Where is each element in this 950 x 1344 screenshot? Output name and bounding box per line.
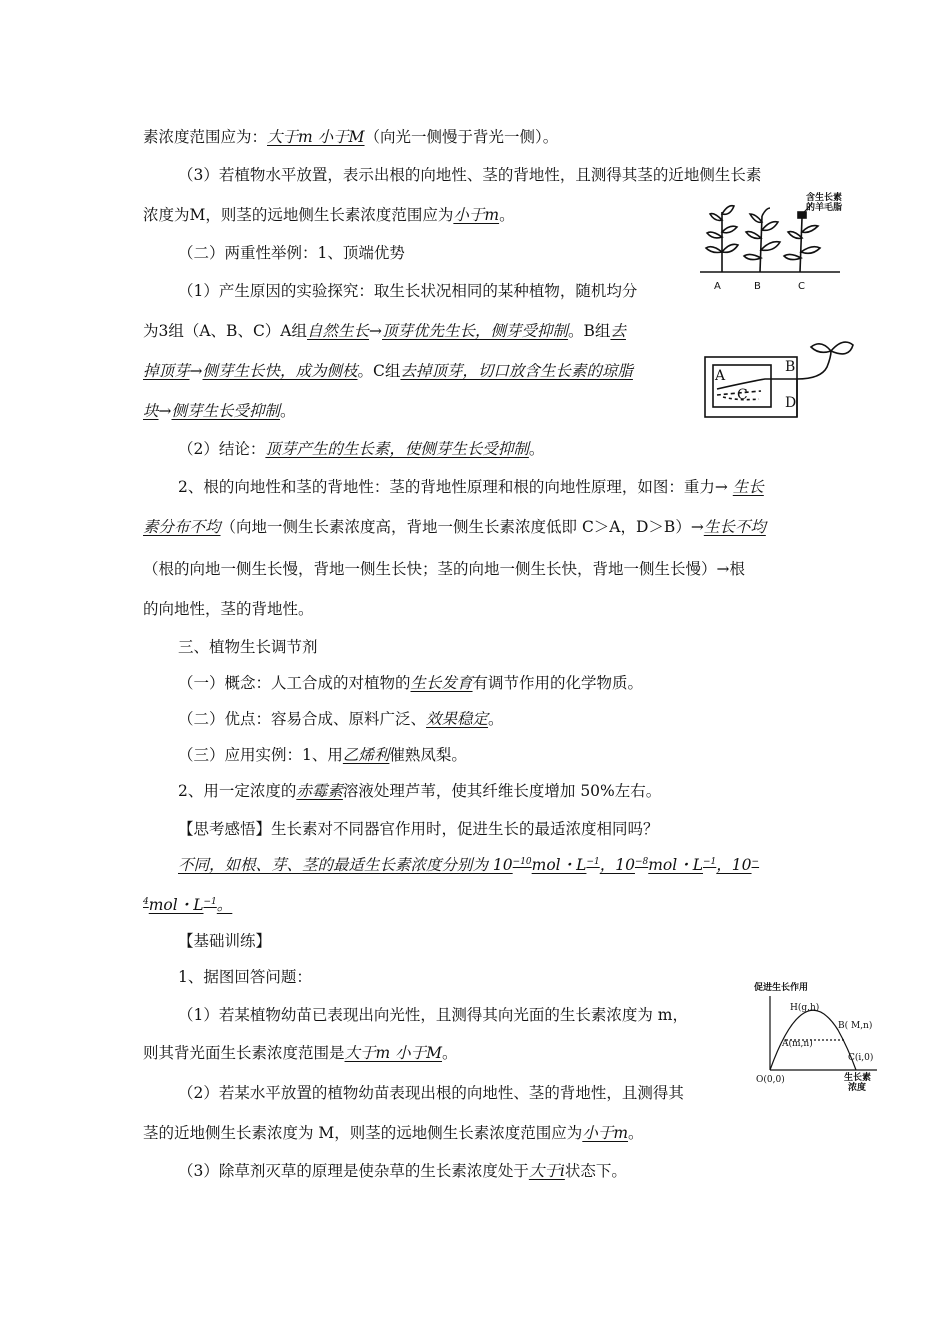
text: （3）若植物水平放置，表示出根的向地性、茎的背地性，且测得其茎的近地侧生长素 <box>178 166 762 184</box>
text: （一）概念：人工合成的对植物的 <box>178 674 411 692</box>
gravitropism-figure <box>703 335 858 425</box>
text-line <box>143 360 633 382</box>
text: 则其背光面生长素浓度范围是 <box>143 1044 345 1062</box>
text-line <box>143 558 745 580</box>
text: 。 <box>442 1044 458 1062</box>
answer-text: 素分布不均 <box>143 518 221 536</box>
section-heading <box>178 636 318 658</box>
text: 素浓度范围应为： <box>143 128 268 146</box>
figure-label: D <box>785 395 797 411</box>
text-line <box>178 476 764 498</box>
answer-text: 大于m 小于M <box>267 128 365 146</box>
plant-stem <box>800 218 802 272</box>
text-line <box>143 204 515 226</box>
text: 。 <box>528 440 545 458</box>
answer-text: ，10 <box>599 856 635 874</box>
answer-text: 顶芽优先生长，侧芽受抑制 <box>382 322 569 340</box>
section-heading <box>178 930 271 952</box>
answer-text: 生长不均 <box>703 518 766 536</box>
text: （1）产生原因的实验探究：取生长状况相同的某种植物，随机均分 <box>178 282 638 300</box>
auxin-curve-chart <box>752 978 887 1098</box>
text: （向光一侧慢于背光一侧）。 <box>364 128 559 146</box>
answer-text: 乙烯利 <box>342 746 390 764</box>
answer-text: mol・L <box>648 856 704 874</box>
answer-text: 大于i <box>528 1162 565 1180</box>
text-line <box>143 400 296 422</box>
point-label: C(i,0) <box>848 1053 874 1063</box>
text-line <box>143 598 314 620</box>
seedling-diagram <box>703 335 858 425</box>
apical-dominance-figure <box>700 192 850 297</box>
figure-label: C <box>737 387 748 403</box>
text: 。 <box>628 1124 644 1142</box>
answer-text: 不同，如根、芽、茎的最适生长素浓度分别为 10 <box>178 856 513 874</box>
axis-label: 生长素 <box>844 1073 872 1083</box>
answer-text: 大于m 小于M <box>344 1044 443 1062</box>
text-line <box>178 1160 627 1182</box>
figure-label: A <box>715 368 726 384</box>
text-line <box>178 780 661 802</box>
answer-text: 块 <box>143 402 159 420</box>
text: 。B组 <box>568 322 611 340</box>
figure-label: C <box>798 281 805 292</box>
text: 。 <box>499 206 515 224</box>
lanolin-block <box>798 212 806 218</box>
text-line <box>178 672 643 694</box>
answer-text: 侧芽生长快，成为侧枝 <box>202 362 358 380</box>
text: （根的向地一侧生长慢，背地一侧生长快；茎的向地一侧生长快，背地一侧生长慢）→根 <box>143 560 745 578</box>
figure-label: A <box>714 281 721 292</box>
text: （1）若某植物幼苗已表现出向光性，且测得其向光面的生长素浓度为 m， <box>178 1006 688 1024</box>
text-line <box>178 438 544 460</box>
text: 。 <box>280 402 296 420</box>
plant-diagram <box>700 192 850 297</box>
answer-line <box>178 854 759 876</box>
answer-text: 掉顶芽 <box>143 362 190 380</box>
superscript: 4 <box>143 896 149 907</box>
text: （3）除草剂灭草的原理是使杂草的生长素浓度处于 <box>178 1162 529 1180</box>
answer-text: 侧芽生长受抑制 <box>171 402 281 420</box>
text-line <box>178 744 467 766</box>
answer-text: ，10 <box>716 856 752 874</box>
answer-text: 小于m <box>453 206 500 224</box>
answer-text: 去 <box>610 322 626 340</box>
superscript: −1 <box>203 896 217 907</box>
text: 。 <box>488 710 504 728</box>
answer-text: 生长 <box>732 478 764 496</box>
text-line <box>178 818 659 840</box>
figure-label: B <box>785 359 796 375</box>
text: 为3组（A、B、C）A组 <box>143 322 307 340</box>
text: （二）两重性举例：1、顶端优势 <box>178 244 405 262</box>
answer-text: 赤霉素 <box>296 782 343 800</box>
plant-stem <box>760 216 762 272</box>
answer-text: 效果稳定 <box>426 710 489 728</box>
text-line <box>143 516 766 538</box>
text-line <box>143 1122 644 1144</box>
answer-text: 生长发育 <box>410 674 473 692</box>
text: → <box>189 362 203 380</box>
text: （2）若某水平放置的植物幼苗表现出根的向地性、茎的背地性，且测得其 <box>178 1084 684 1102</box>
point-label: A(m,n) <box>782 1039 813 1049</box>
point-label: B( M,n) <box>838 1021 873 1031</box>
figure-label: 的羊毛脂 <box>806 203 843 213</box>
superscript: −8 <box>634 856 649 867</box>
answer-text: 顶芽产生的生长素，使侧芽生长受抑制 <box>265 440 529 458</box>
answer-text: 自然生长 <box>307 322 370 340</box>
text: （向地一侧生长素浓度高，背地一侧生长素浓度低即 C＞A，D＞B）→ <box>220 518 704 536</box>
text-line <box>143 320 626 342</box>
text: 。C组 <box>357 362 401 380</box>
text: （二）优点：容易合成、原料广泛、 <box>178 710 427 728</box>
answer-line <box>143 894 232 916</box>
text: （三）应用实例：1、用 <box>178 746 343 764</box>
text: 有调节作用的化学物质。 <box>472 674 644 692</box>
text: 2、根的向地性和茎的背地性：茎的背地性原理和根的向地性原理，如图：重力→ <box>178 478 733 496</box>
text-line <box>178 1004 688 1026</box>
text: 2、用一定浓度的 <box>178 782 297 800</box>
point-label: H(g,h) <box>790 1003 820 1013</box>
text: 1、据图回答问题： <box>178 968 312 986</box>
text-line <box>178 164 761 186</box>
axis-label: 促进生长作用 <box>754 983 809 993</box>
superscript: −1 <box>703 856 717 867</box>
superscript: −10 <box>512 856 532 867</box>
text: 三、植物生长调节剂 <box>178 638 318 656</box>
text: 的向地性，茎的背地性。 <box>143 600 314 618</box>
text: 溶液处理芦苇，使其纤维长度增加 50%左右。 <box>342 782 662 800</box>
text: → <box>369 322 383 340</box>
text: 状态下。 <box>564 1162 627 1180</box>
superscript: −1 <box>586 856 600 867</box>
figure-label: 含生长素 <box>806 193 843 203</box>
text: 茎的近地侧生长素浓度为 M，则茎的远地侧生长素浓度范围应为 <box>143 1124 583 1142</box>
text-line <box>178 280 637 302</box>
answer-text: 小于m <box>582 1124 629 1142</box>
axis-label: 浓度 <box>848 1083 867 1093</box>
text-line <box>178 708 504 730</box>
text: 催熟凤梨。 <box>389 746 467 764</box>
answer-text: 。 <box>216 896 233 914</box>
superscript: − <box>751 856 760 867</box>
outer-box <box>705 357 797 417</box>
answer-text: mol・L <box>531 856 587 874</box>
text: 【思考感悟】生长素对不同器官作用时，促进生长的最适浓度相同吗？ <box>178 820 659 838</box>
text-line <box>143 1042 458 1064</box>
answer-text: mol・L <box>148 896 204 914</box>
text: 浓度为M，则茎的远地侧生长素浓度范围应为 <box>143 206 454 224</box>
text: 【基础训练】 <box>178 932 272 950</box>
point-label: O(0,0) <box>756 1075 785 1085</box>
text-line <box>178 1082 684 1104</box>
figure-label: B <box>754 281 761 292</box>
text: → <box>158 402 172 420</box>
text-line <box>178 966 312 988</box>
text: （2）结论： <box>178 440 266 458</box>
text-line <box>143 126 558 148</box>
answer-text: 去掉顶芽，切口放含生长素的琼脂 <box>400 362 633 380</box>
text-line <box>178 242 405 264</box>
auxin-curve-figure <box>752 978 887 1098</box>
